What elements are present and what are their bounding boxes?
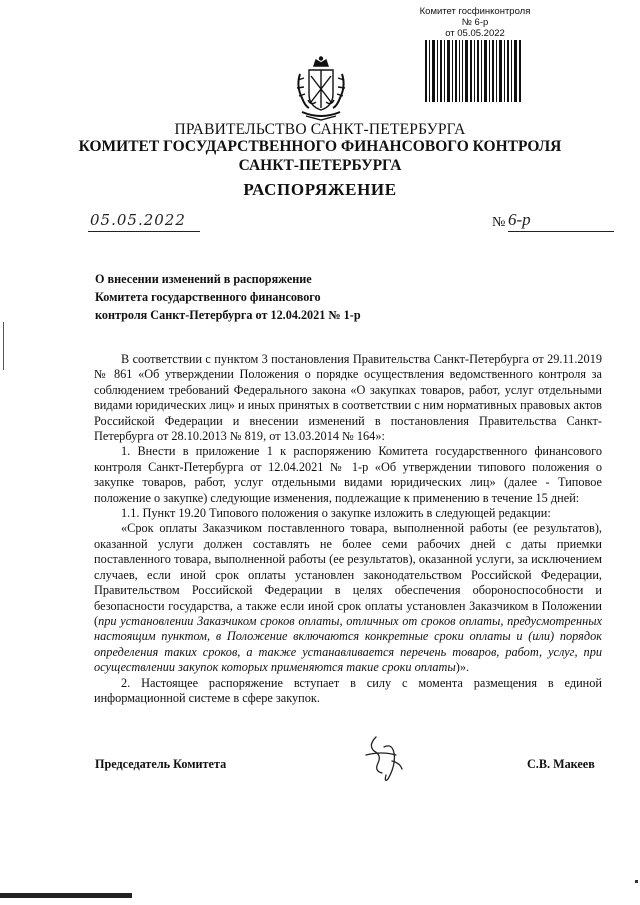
subject-line: Комитета государственного финансового <box>95 290 321 304</box>
new-wording-end: )». <box>455 660 470 675</box>
scan-dot <box>635 880 638 883</box>
signatory-role: Председатель Комитета <box>95 757 227 771</box>
stamp-date: от 05.05.2022 <box>445 28 505 39</box>
clause-1-paragraph: 1. Внести в приложение 1 к распоряжению Комитета государственного финансового контроля Санкт-Петербурга от 12.04.2021 № 1-р «Об утверждении типового положения о закупке товаров, работ, услуг отдельными видами юридических лиц» (далее - Типовое положение о закупке) следующие изменения, подлежащие к применению в течение 15 дней: <box>94 444 602 505</box>
document-body <box>94 352 602 706</box>
committee-title-line2: САНКТ-ПЕТЕРБУРГА <box>238 157 402 174</box>
subject-line: контроля Санкт-Петербурга от 12.04.2021 № 1-р <box>95 308 361 322</box>
number-label: № <box>492 215 506 230</box>
subject-line: О внесении изменений в распоряжение <box>95 272 312 286</box>
signatory-name: С.В. Макеев <box>527 757 595 771</box>
new-wording-paragraph <box>94 521 602 675</box>
handwritten-signature <box>362 733 406 785</box>
coat-of-arms-icon <box>292 56 350 122</box>
stamp-number: № 6-р <box>461 17 489 28</box>
clause-1-1-paragraph: 1.1. Пункт 19.20 Типового положения о закупке изложить в следующей редакции: <box>121 506 551 521</box>
number-handwritten: 6-р <box>508 210 531 229</box>
stamp-org: Комитет госфинконтроля <box>419 6 531 17</box>
committee-title-line1: КОМИТЕТ ГОСУДАРСТВЕННОГО ФИНАНСОВОГО КОНТРОЛЯ <box>78 138 562 155</box>
date-handwritten: 05.05.2022 <box>90 211 186 229</box>
new-wording-italic: при установлении Заказчиком сроков оплаты, отличных от сроков оплаты, предусмотренных настоящим пунктом, в Положение включаются конкретные сроки оплаты и (или) порядок определения таких сроков, а также устанавливается перечень товаров, работ, услуг, при осуществлении закупок которых применяются такие сроки оплаты <box>94 613 602 675</box>
scan-bottom-mark <box>0 893 132 898</box>
government-title: ПРАВИТЕЛЬСТВО САНКТ-ПЕТЕРБУРГА <box>174 121 466 138</box>
date-underline <box>88 231 200 232</box>
clause-2-paragraph: 2. Настоящее распоряжение вступает в силу с момента размещения в единой информационной системе в сфере закупок. <box>94 675 602 705</box>
preamble-paragraph: В соответствии с пунктом 3 постановления Правительства Санкт-Петербурга от 29.11.2019 № 861 «Об утверждении Положения о порядке осуществления ведомственного контроля за соблюдением требований Федерального закона «О закупках товаров, работ, услуг отдельными видами юридических лиц» и иных принятых в соответствии с ним нормативных правовых актов Российской Федерации и внесении изменений в постановления Правительства Санкт-Петербурга от 28.10.2013 № 819, от 13.03.2014 № 164»: <box>94 352 602 444</box>
barcode <box>425 40 521 102</box>
scan-margin-mark <box>3 322 4 370</box>
registration-stamp <box>400 6 550 39</box>
number-underline <box>508 231 614 232</box>
document-subject <box>95 270 361 324</box>
new-wording-text: «Срок оплаты Заказчиком поставленного товара, выполненной работы (ее результатов), оказанной услуги должен составлять не более семи рабочих дней с даты приемки поставленного товара, выполненной работы (ее результатов), оказанной услуги, за исключением случаев, если иной срок оплаты установлен законодательством Российской Федерации, Правительством Российской Федерации в целях обеспечения обороноспособности и безопасности государства, а также если иной срок оплаты установлен Заказчиком в Положении ( <box>94 521 602 628</box>
document-type: РАСПОРЯЖЕНИЕ <box>243 180 397 199</box>
